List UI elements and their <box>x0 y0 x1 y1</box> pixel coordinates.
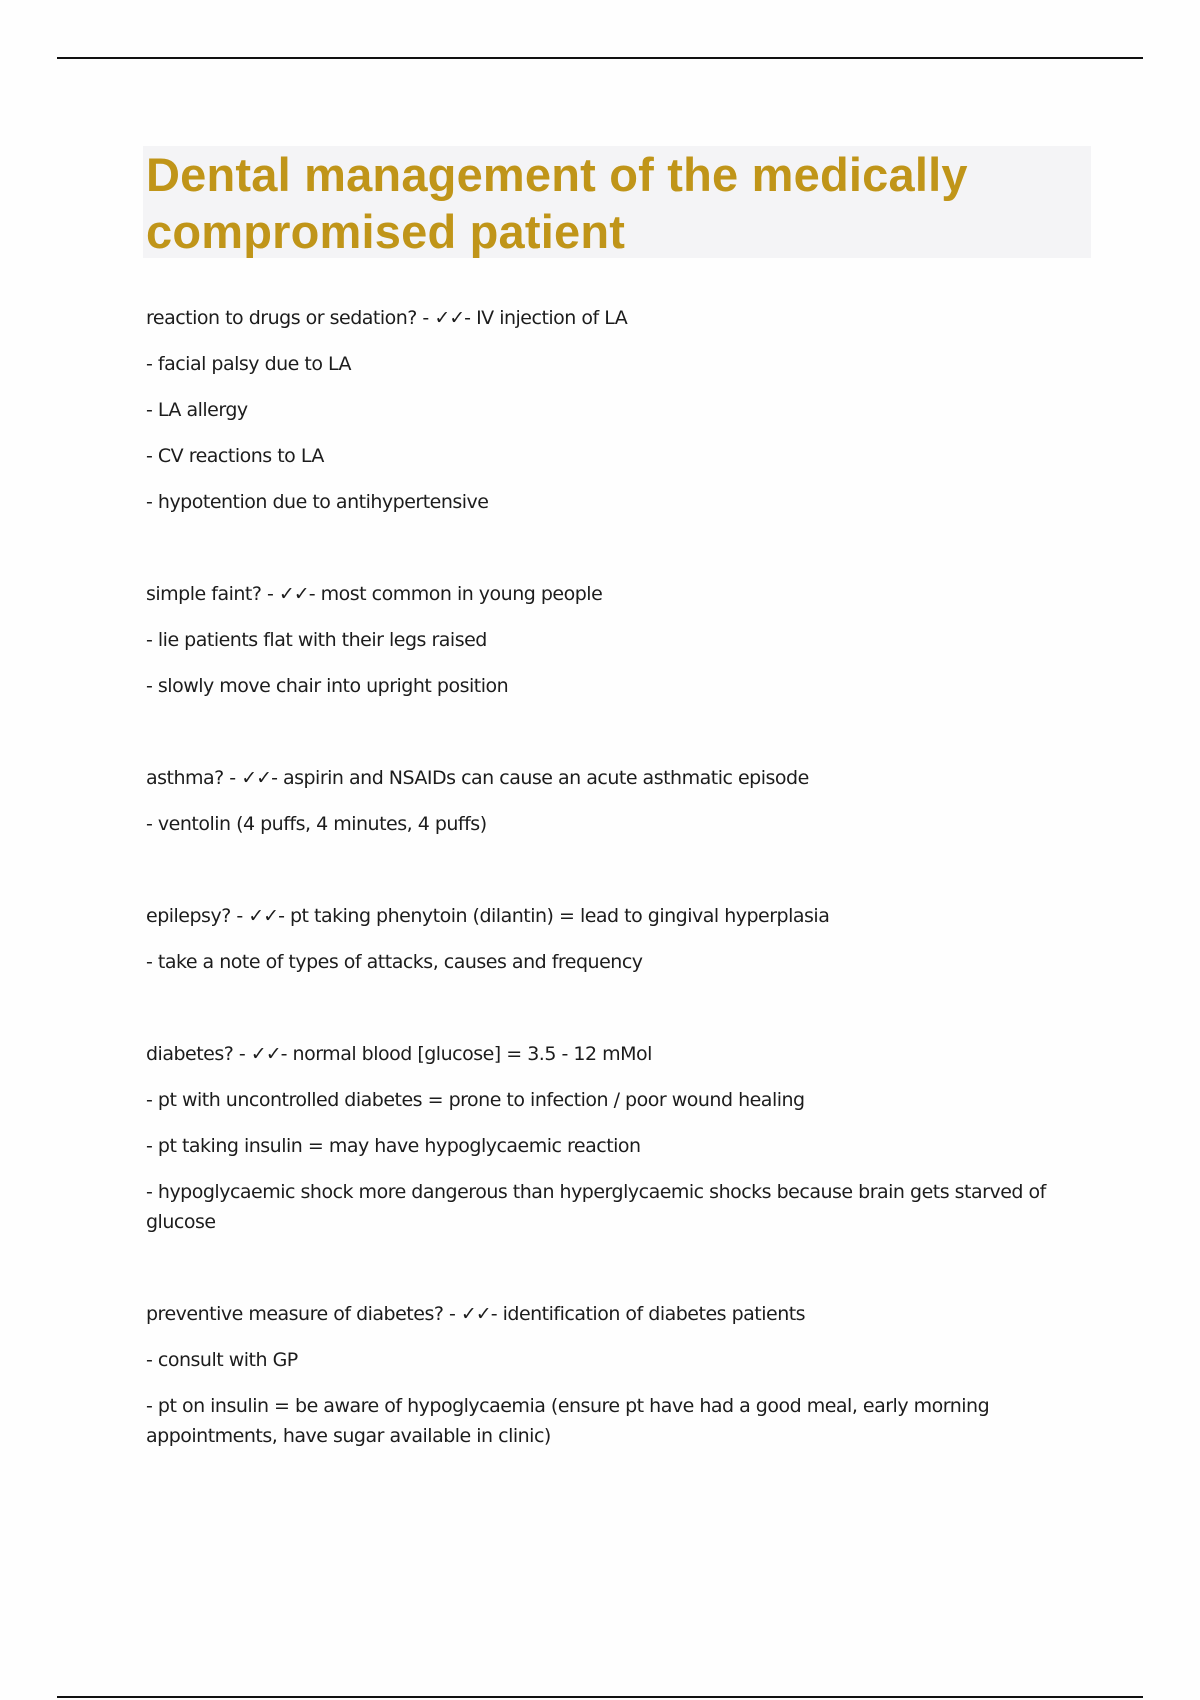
question-text: preventive measure of diabetes? - <box>146 1303 461 1325</box>
answer-text: - most common in young people <box>308 583 603 605</box>
qa-item <box>146 579 1066 701</box>
answer-point: - pt with uncontrolled diabetes = prone to infection / poor wound healing <box>146 1089 805 1111</box>
qa-list <box>146 303 1066 1513</box>
answer-point: - consult with GP <box>146 1349 298 1371</box>
double-check-icon: ✓✓ <box>278 583 309 605</box>
answer-point: - hypoglycaemic shock more dangerous than hyperglycaemic shocks because brain gets starved of glucose <box>146 1181 1046 1233</box>
document-title: Dental management of the medically compromised patient <box>146 148 968 258</box>
answer-point: - pt taking insulin = may have hypoglycaemic reaction <box>146 1135 641 1157</box>
qa-item <box>146 763 1066 839</box>
qa-question-line <box>146 303 1066 333</box>
double-check-icon: ✓✓ <box>248 905 279 927</box>
qa-question-line <box>146 1299 1066 1329</box>
qa-item <box>146 1299 1066 1451</box>
question-text: simple faint? - <box>146 583 279 605</box>
qa-item <box>146 303 1066 517</box>
qa-item <box>146 901 1066 977</box>
answer-point: - slowly move chair into upright position <box>146 675 509 697</box>
answer-point: - LA allergy <box>146 399 248 421</box>
bottom-rule <box>57 1696 1143 1698</box>
double-check-icon: ✓✓ <box>250 1043 281 1065</box>
answer-text: - IV injection of LA <box>464 307 628 329</box>
answer-point: - facial palsy due to LA <box>146 353 352 375</box>
answer-text: - pt taking phenytoin (dilantin) = lead to gingival hyperplasia <box>278 905 830 927</box>
question-text: asthma? - <box>146 767 242 789</box>
question-text: diabetes? - <box>146 1043 251 1065</box>
answer-text: - identification of diabetes patients <box>490 1303 806 1325</box>
answer-point: - lie patients flat with their legs raised <box>146 629 487 651</box>
question-text: epilepsy? - <box>146 905 249 927</box>
qa-question-line <box>146 1039 1066 1069</box>
qa-item <box>146 1039 1066 1237</box>
double-check-icon: ✓✓ <box>241 767 272 789</box>
question-text: reaction to drugs or sedation? - <box>146 307 435 329</box>
answer-point: - take a note of types of attacks, causes and frequency <box>146 951 643 973</box>
answer-point: - pt on insulin = be aware of hypoglycaemia (ensure pt have had a good meal, early morning appointments, have sugar available in clinic) <box>146 1395 990 1447</box>
answer-text: - aspirin and NSAIDs can cause an acute asthmatic episode <box>271 767 809 789</box>
double-check-icon: ✓✓ <box>460 1303 491 1325</box>
answer-text: - normal blood [glucose] = 3.5 - 12 mMol <box>280 1043 652 1065</box>
top-rule <box>57 57 1143 59</box>
answer-point: - CV reactions to LA <box>146 445 324 467</box>
answer-point: - ventolin (4 puffs, 4 minutes, 4 puffs) <box>146 813 487 835</box>
title-banner <box>143 146 1091 258</box>
qa-question-line <box>146 901 1066 931</box>
qa-question-line <box>146 763 1066 793</box>
qa-question-line <box>146 579 1066 609</box>
answer-point: - hypotention due to antihypertensive <box>146 491 489 513</box>
double-check-icon: ✓✓ <box>434 307 465 329</box>
